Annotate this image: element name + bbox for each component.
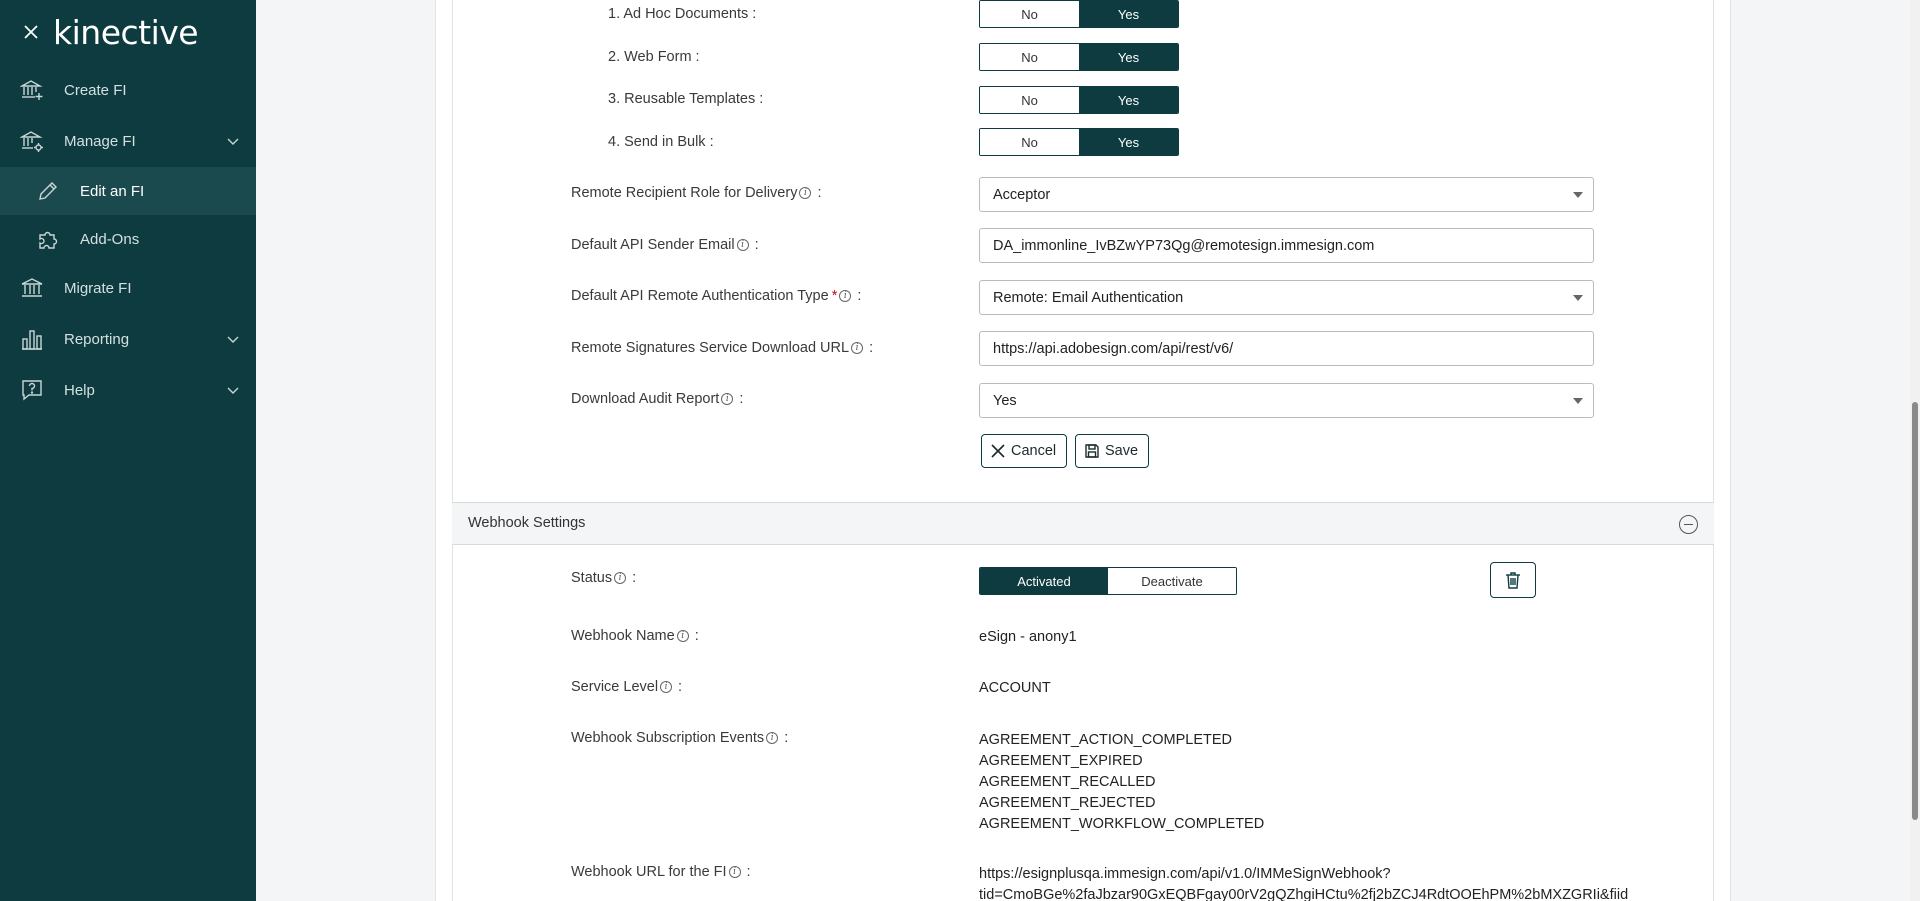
event-item: AGREEMENT_RECALLED [979,774,1156,790]
puzzle-icon [36,227,60,251]
toggle-yes[interactable]: Yes [1079,1,1178,27]
webhook-url-label: Webhook URL for the FI i : [571,864,751,880]
toggle-no[interactable]: No [980,1,1079,27]
sidebar-item-label: Create FI [64,81,127,99]
close-icon [990,443,1006,459]
pencil-icon [36,179,60,203]
feature-label: 1. Ad Hoc Documents : [608,6,757,22]
send-in-bulk-toggle[interactable] [979,128,1179,156]
sidebar [0,0,256,901]
floppy-disk-icon [1084,443,1100,459]
required-marker: * [831,288,838,304]
web-form-toggle[interactable] [979,43,1179,71]
auth-type-select[interactable]: Remote: Email Authentication [979,280,1594,315]
sidebar-item-label: Help [64,381,95,399]
toggle-no[interactable]: No [980,129,1079,155]
bank-icon [20,276,44,300]
sidebar-item-manage-fi[interactable] [0,117,256,165]
audit-report-label: Download Audit Report i : [571,391,744,407]
event-item: AGREEMENT_ACTION_COMPLETED [979,732,1232,748]
close-icon[interactable] [20,21,42,43]
service-level-value: ACCOUNT [979,680,1051,696]
info-icon[interactable]: i [660,681,672,693]
sidebar-item-label: Add-Ons [80,230,140,248]
cancel-button[interactable]: Cancel [981,434,1067,468]
toggle-yes[interactable]: Yes [1079,44,1178,70]
info-icon[interactable]: i [729,866,741,878]
toggle-yes[interactable]: Yes [1079,87,1178,113]
collapse-icon[interactable] [1679,515,1698,534]
bar-chart-icon [20,327,44,351]
sidebar-item-label: Edit an FI [80,182,145,200]
help-bubble-icon [20,378,44,402]
sidebar-item-edit-an-fi[interactable] [0,167,256,215]
feature-label: 3. Reusable Templates : [608,91,764,107]
info-icon[interactable]: i [766,732,778,744]
info-icon[interactable]: i [677,630,689,642]
status-label: Status i : [571,570,637,586]
toggle-no[interactable]: No [980,87,1079,113]
sidebar-item-label: Migrate FI [64,279,132,297]
webhook-status-toggle[interactable] [979,567,1237,595]
chevron-down-icon [226,134,240,148]
feature-label: 2. Web Form : [608,49,700,65]
brand-bar [0,0,256,64]
audit-report-select[interactable]: Yes [979,383,1594,418]
info-icon[interactable]: i [614,572,626,584]
subscription-events-list [979,730,1264,835]
feature-label: 4. Send in Bulk : [608,134,714,150]
event-item: AGREEMENT_WORKFLOW_COMPLETED [979,816,1265,832]
trash-icon [1505,571,1521,589]
event-item: AGREEMENT_EXPIRED [979,753,1143,769]
bank-gear-icon [20,129,44,153]
sidebar-item-label: Manage FI [64,132,136,150]
bank-plus-icon [20,78,44,102]
sidebar-item-help[interactable] [0,366,256,414]
sidebar-item-label: Reporting [64,330,130,348]
scrollbar-thumb[interactable] [1912,402,1918,820]
dropdown-caret-icon [1573,192,1583,198]
recipient-role-select[interactable]: Acceptor [979,177,1594,212]
sidebar-item-reporting[interactable] [0,315,256,363]
reusable-templates-toggle[interactable] [979,86,1179,114]
recipient-role-label: Remote Recipient Role for Delivery i : [571,185,822,201]
toggle-no[interactable]: No [980,44,1079,70]
info-icon[interactable]: i [721,393,733,405]
sidebar-item-create-fi[interactable] [0,66,256,114]
section-title: Webhook Settings [468,515,586,531]
toggle-deactivate[interactable]: Deactivate [1108,568,1236,594]
sidebar-item-add-ons[interactable] [0,215,256,263]
download-url-input[interactable]: https://api.adobesign.com/api/rest/v6/ [979,331,1594,366]
chevron-down-icon [226,332,240,346]
service-level-label: Service Level i : [571,679,683,695]
subscription-events-label: Webhook Subscription Events i : [571,730,789,746]
info-icon[interactable]: i [839,290,851,302]
delete-webhook-button[interactable] [1490,562,1536,598]
info-icon[interactable]: i [851,342,863,354]
event-item: AGREEMENT_REJECTED [979,795,1156,811]
kinective-logo: kinective [53,12,199,52]
webhook-settings-header[interactable] [452,502,1714,545]
sidebar-item-migrate-fi[interactable] [0,264,256,312]
info-icon[interactable]: i [737,239,749,251]
toggle-yes[interactable]: Yes [1079,129,1178,155]
webhook-name-value: eSign - anony1 [979,629,1077,645]
webhook-name-label: Webhook Name i : [571,628,699,644]
chevron-down-icon [226,383,240,397]
auth-type-label: Default API Remote Authentication Type * i : [571,288,862,304]
webhook-url-line1: https://esignplusqa.immesign.com/api/v1.0/IMMeSignWebhook? [979,866,1391,882]
save-button[interactable]: Save [1075,434,1149,468]
ad-hoc-documents-toggle[interactable] [979,0,1179,28]
sender-email-label: Default API Sender Email i : [571,237,759,253]
download-url-label: Remote Signatures Service Download URL i : [571,340,874,356]
toggle-activated[interactable]: Activated [980,568,1108,594]
dropdown-caret-icon [1573,295,1583,301]
page-scrollbar[interactable] [1910,0,1920,901]
info-icon[interactable]: i [799,187,811,199]
sender-email-input[interactable]: DA_immonline_IvBZwYP73Qg@remotesign.immesign.com [979,228,1594,263]
webhook-url-line2: tid=CmoBGe%2faJbzar90GxEQBFgay00rV2gQZhgiHCtu%2fj2bZCJ4RdtOOEhPM%2bMXZGRIi&fiid [979,887,1629,901]
dropdown-caret-icon [1573,398,1583,404]
